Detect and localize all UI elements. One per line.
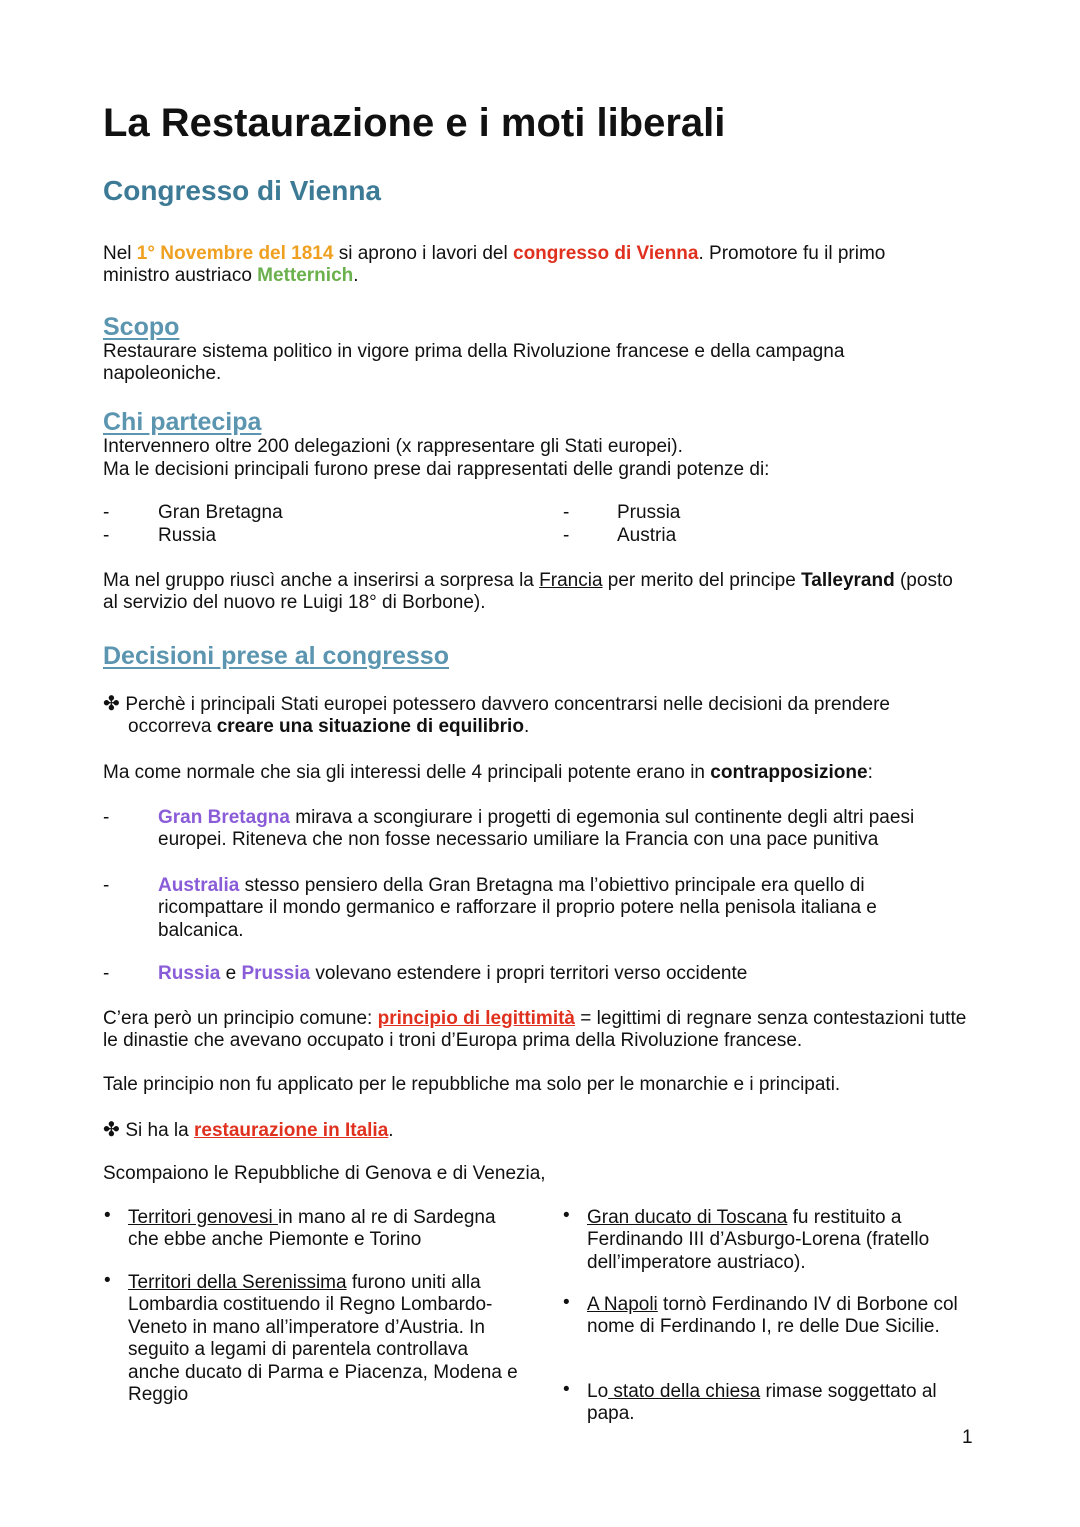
dash: -	[103, 963, 110, 984]
text: . Promotore fu il primo ministro austriaco	[103, 243, 886, 287]
power-item: Gran Bretagna	[158, 502, 283, 523]
scopo-heading: Scopo	[103, 313, 180, 341]
text: mirava a scongiurare i progetti di egemonia sul continente degli altri paesi europei. Riteneva che non fosse necessario umiliare la Francia con una pace punitiva	[158, 807, 915, 851]
text: Lo	[587, 1381, 609, 1402]
scopo-text: Restaurare sistema politico in vigore prima della Rivoluzione francese e della campagna napoleoniche.	[103, 341, 845, 385]
italy-left-item	[128, 1272, 518, 1406]
contrapposizione-paragraph	[103, 762, 983, 784]
date-highlight: 1° Novembre del 1814	[136, 243, 334, 264]
metternich-highlight: Metternich	[257, 265, 354, 287]
text: .	[353, 265, 359, 287]
bullet-dot: •	[563, 1292, 570, 1313]
italy-right-item	[587, 1207, 967, 1274]
bullet-dot: •	[104, 1205, 111, 1226]
italy-left-item	[128, 1207, 528, 1252]
text: e	[220, 963, 242, 984]
text: tornò Ferdinando IV di Borbone col nome di Ferdinando I, re delle Due Sicilie.	[587, 1294, 958, 1338]
power-name: Prussia	[241, 963, 311, 984]
dash: -	[563, 502, 570, 523]
text: Ma nel gruppo riuscì anche a inserirsi a sorpresa la	[103, 570, 540, 591]
bullet-restaurazione	[103, 1119, 983, 1142]
text: stesso pensiero della Gran Bretagna ma l’obiettivo principale era quello di ricompattare il mondo germanico e rafforzare il proprio potere nella penisola italiana e balcanica.	[158, 875, 877, 941]
text: :	[867, 762, 873, 783]
chi-partecipa-heading: Chi partecipa	[103, 408, 262, 436]
text: Perchè i principali Stati europei potessero davvero concentrarsi nelle decisioni da prendere occorreva	[125, 694, 890, 738]
tale-paragraph: Tale principio non fu applicato per le repubbliche ma solo per le monarchie e i principati.	[103, 1074, 841, 1095]
dash: -	[103, 502, 110, 523]
underlined-text: Territori della Serenissima	[128, 1272, 347, 1293]
power-name: Russia	[158, 963, 221, 984]
text: Nel	[103, 243, 137, 264]
text: rimase soggettato al papa.	[587, 1381, 937, 1425]
italy-right-item	[587, 1381, 967, 1426]
power-interest-item	[158, 807, 968, 852]
text: .	[388, 1120, 394, 1141]
text: .	[523, 716, 530, 738]
text: = legittimi di regnare senza contestazioni tutte le dinastie che avevano occupato i troni d’Europa prima della Rivoluzione francese.	[103, 1008, 967, 1052]
restaurazione-highlight: restaurazione in Italia	[193, 1120, 389, 1141]
bold-text: contrapposizione	[710, 762, 868, 783]
bullet-equilibrio	[103, 693, 978, 739]
dash: -	[103, 807, 110, 828]
bold-text: creare una situazione di equilibrio	[216, 716, 524, 738]
text: per merito del principe	[602, 570, 802, 591]
scompaiono-paragraph: Scompaiono le Repubbliche di Genova e di Venezia,	[103, 1163, 546, 1184]
underlined-text: Gran ducato di Toscana	[587, 1207, 788, 1228]
francia-paragraph	[103, 570, 953, 615]
talleyrand-bold: Talleyrand	[801, 570, 895, 591]
chi-line2: Ma le decisioni principali furono prese dai rappresentati delle grandi potenze di:	[103, 459, 770, 480]
clover-bullet-icon: ✤	[103, 693, 126, 715]
underlined-text: Territori genovesi	[128, 1207, 278, 1228]
text: in mano al re di Sardegna che ebbe anche Piemonte e Torino	[128, 1207, 496, 1251]
legittimita-highlight: principio di legittimità	[377, 1008, 575, 1029]
text: si aprono i lavori del	[333, 243, 513, 264]
congress-highlight: congresso di Vienna	[513, 243, 699, 264]
power-name: Gran Bretagna	[158, 807, 290, 828]
bullet-dot: •	[563, 1379, 570, 1400]
power-interest-item	[158, 875, 938, 942]
page-number: 1	[962, 1427, 973, 1448]
text: fu restituito a Ferdinando III d’Asburgo-Lorena (fratello dell’imperatore austriaco).	[587, 1207, 930, 1273]
power-item: Prussia	[617, 502, 681, 523]
bullet-dot: •	[563, 1205, 570, 1226]
legittimita-paragraph	[103, 1008, 983, 1053]
italy-right-item	[587, 1294, 967, 1339]
dash: -	[563, 525, 570, 546]
page-title: La Restaurazione e i moti liberali	[103, 101, 726, 145]
text: (posto al servizio del nuovo re Luigi 18° di Borbone).	[103, 570, 953, 614]
text: Ma come normale che sia gli interessi delle 4 principali potente erano in	[103, 762, 711, 783]
power-interest-item	[158, 963, 968, 985]
dash: -	[103, 875, 110, 896]
chi-line1: Intervennero oltre 200 delegazioni (x rappresentare gli Stati europei).	[103, 436, 683, 457]
power-item: Russia	[158, 525, 217, 546]
power-name: Australia	[158, 875, 240, 896]
text: furono uniti alla Lombardia costituendo il Regno Lombardo-Veneto in mano all’imperatore d’Austria. In seguito a legami di parentela controllava anche ducato di Parma e Piacenza, Modena e Reggio	[128, 1272, 518, 1406]
power-item: Austria	[617, 525, 677, 546]
bullet-dot: •	[104, 1270, 111, 1291]
text: Si ha la	[125, 1120, 194, 1141]
text: C’era però un principio comune:	[103, 1008, 378, 1029]
dash: -	[103, 525, 110, 546]
underlined-text: A Napoli	[587, 1294, 658, 1315]
decisioni-heading: Decisioni prese al congresso	[103, 642, 449, 670]
clover-bullet-icon: ✤	[103, 1119, 126, 1141]
text: volevano estendere i propri territori verso occidente	[310, 963, 748, 984]
section-heading: Congresso di Vienna	[103, 175, 381, 206]
underlined-text: stato della chiesa	[608, 1381, 761, 1402]
francia-underlined: Francia	[539, 570, 603, 591]
intro-paragraph	[103, 243, 943, 288]
